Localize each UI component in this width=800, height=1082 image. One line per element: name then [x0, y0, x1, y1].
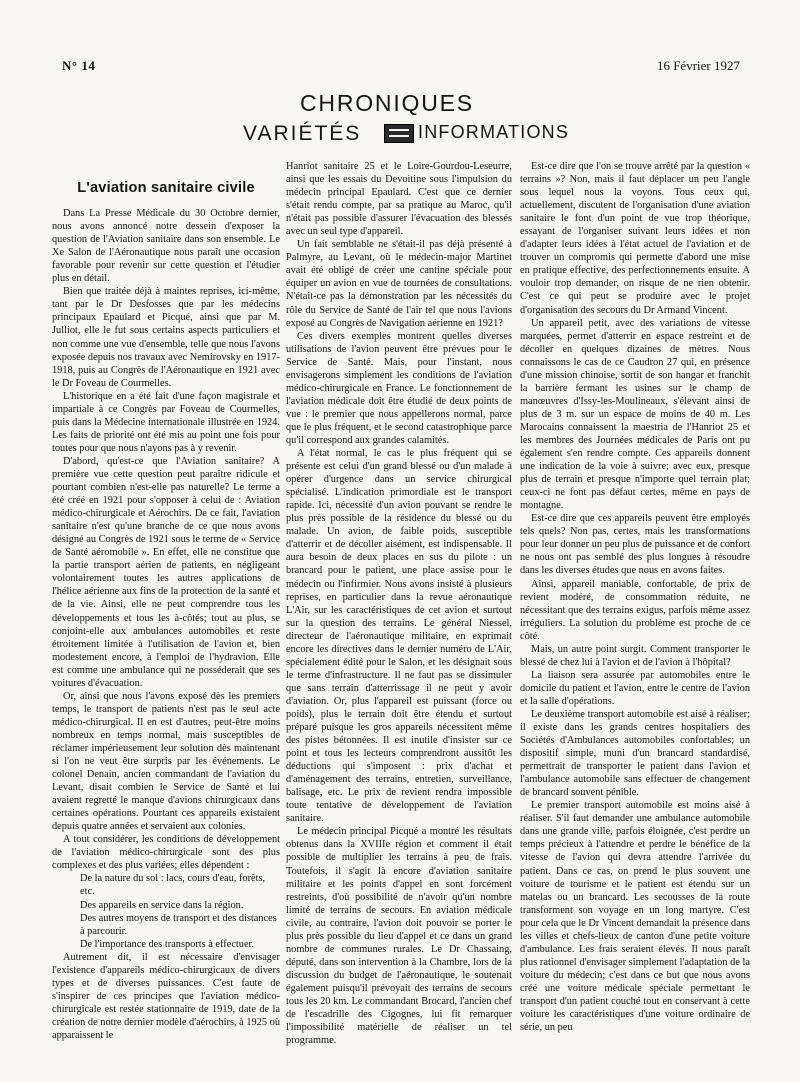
list-item: Des appareils en service dans la région.	[80, 899, 244, 911]
section-title-chroniques: CHRONIQUES	[300, 90, 474, 116]
section-title-varietes: VARIÉTÉS	[243, 122, 362, 145]
paragraph: Ces divers exemples montrent quelles diverses utilisations de l'avion peuvent être prévues pour le Service de Santé. Mais, pour l'instant, nous envisagerons simplement les conditions de l'aviation médico-chirurgicale en France. Le fonctionnement de l'aviation médicale doit être étudié de deux points de vue : le premier que nous appellerons normal, parce que le plus fréquent, et le second catastrophique parce qu'il correspond aux grandes calamités.	[286, 330, 512, 446]
paragraph: Un appareil petit, avec des variations de vitesse marquées, permet d'atterrir en espace restreint et de décoller en quelques dizaines de mètres. Nous connaissons le cas de ce Caudron 27 qui, en présence d'une mission chinoise, sortit de son hangar et franchit la barrière fermant les usines sur le champ de manœuvres d'Issy-les-Moulineaux, s'élevant ainsi de plus de 3 m. sur un espace de moins de 40 m. Les Marocains connaissent la maestria de l'Hanriot 25 et les membres des Journées médicales de Paris ont pu également s'en rendre compte. Ces appareils donnent une indication de la voie à suivre; avec eux, presque plus de terrain et presque n'importe quel terrain plat; ceux-ci ne font pas défaut certes, même en pays de montagne.	[520, 317, 750, 512]
paragraph: Le premier transport automobile est moins aisé à réaliser. S'il faut demander une ambulance automobile dans une grande ville, parfois éloignée, c'est perdre un temps précieux à l'attendre et perdre le bénéfice de la vitesse de l'avion qui devra attendre l'arrivée du patient. Dans ce cas, on prend le plus souvent une voiture de tourisme et le patient est étendu sur un matelas ou un brancard. Les secousses de la route transforment son voyage en un long martyre. C'est pour cela que le Dr Vincent demandait la présence dans les villes et chefs-lieux de canton d'une petite voiture d'ambulance. Les frais seraient élevés. Il nous paraît plus rationnel d'envisager simplement l'adaptation de la voiture du médecin; c'est dans ce but que nous avons créé une voiture médicale spéciale permettant le transport d'un patient couché tout en conservant à cette voiture les caractéristiques d'une voiture ordinaire de série, un peu	[520, 800, 750, 1034]
paragraph: Ainsi, appareil maniable, confortable, de prix de revient modéré, de consommation réduite, ne nécessitant que des terrains exigus, parfois même assez irréguliers. La solution du problème est proche de ce côté.	[520, 578, 750, 642]
issue-number: N° 14	[62, 58, 96, 73]
paragraph: Or, ainsi que nous l'avons exposé dès les premiers temps, le transport de patients n'est pas le seul acte médico-chirurgical. Il en est d'autres, peut-être moins nombreux en temps normal, mais susceptibles de réclamer impérieusement leur solution dès maintenant si l'on ne veut être surpris par les événements. Le colonel Denain, ancien commandant de l'aviation du Levant, disait combien le Service de Santé et lui avaient regretté le manque d'avions chirurgicaux dans certaines opérations. Pourtant ces appareils existaient depuis quatre années et servaient aux colonies.	[52, 690, 280, 833]
paragraph: D'abord, qu'est-ce que l'Aviation sanitaire? A première vue cette question peut paraître ridicule et pourtant combien n'est-elle pas naturelle? Le terme a été créé en 1921 pour s'opposer à celui de : Aviation médico-chirurgicale et Aérochirs. De ce fait, l'aviation sanitaire n'est qu'une branche de ce que nous avons désigné au Congrès de 1921 sous le terme de « Service de Santé aéromobile ». En effet, elle ne constitue que la partie transport aérien de patients, en négligeant volontairement toutes les autres applications de l'hélice aérienne aux fins de la protection de la santé et de la vie. Ainsi, elle ne peut comprendre tous les développements et tous les à-côtés; tout au plus, se conjoint-elle aux ambulances automobiles et reste étroitement limitée à l'utilisation de l'avion et, bien modestement encore, à l'emploi de l'hydravion. Elle est comme une ambulance qui ne posséderait que ses voitures d'évacuation.	[52, 455, 280, 689]
paragraph: Est-ce dire que l'on se trouve arrêté par la question « terrains »? Non, mais il faut déplacer un peu l'angle sous lequel nous la voyons. Tous ceux qui, actuellement, discutent de l'organisation d'une aviation sanitaire le font d'un point de vue trop théorique, essayant de l'organiser suivant leurs idées et non d'adapter leurs idées à l'état actuel de l'aviation et de trouver un compromis qui permette d'abord une mise en pratique effective, des perfectionnements ensuite. A vouloir trop demander, on risque de ne rien obtenir. C'est ce qui peut se produire avec le projet d'organisation des secours du Dr Armand Vincent.	[520, 161, 750, 316]
section-title-informations: INFORMATIONS	[418, 122, 570, 142]
paragraph: A tout considérer, les conditions de développement de l'aviation médico-chirurgicale sont des plus complexes et des plus variées; elles dépendent :	[52, 834, 280, 872]
list-item: De l'importance des transports à effectuer.	[80, 938, 254, 950]
paragraph: Le deuxième transport automobile est aisé à réaliser; il existe dans les grands centres hospitaliers des Sociétés d'Ambulances automobiles confortables; un dispositif simple, muni d'un brancard standardisé, permettrait de transporter le patient dans l'avion et l'ambulance automobile sans effectuer de changement de brancard souvent pénible.	[520, 708, 750, 799]
article-title: L'aviation sanitaire civile	[77, 180, 255, 196]
paragraph: Autrement dit, il est nécessaire d'envisager l'existence d'appareils médico-chirurgicaux de divers types et de diverses puissances. C'est faute de s'inspirer de ces principes que l'aviation médico-chirurgicale est restée stationnaire de 1919, date de la création de notre dernier modèle d'aérochirs, à 1925 où apparaissent le	[52, 951, 280, 1041]
paragraph: Est-ce dire que ces appareils peuvent être employés tels quels? Non pas, certes, mais les transformations pour leur donner un peu plus de puissance et de confort ne nous ont pas semblé des plus longues à résoudre dans les diverses études que nous en avons faites.	[520, 513, 750, 577]
paragraph: Dans La Presse Médicale du 30 Octobre dernier, nous avons annoncé notre dessein d'exposer la question de l'Aviation sanitaire dans son ensemble. Le Xe Salon de l'Aéronautique nous paraît une occasion favorable pour revenir sur cette question et l'étudier plus en détail.	[52, 208, 280, 285]
paragraph: A l'état normal, le cas le plus fréquent qui se présente est celui d'un grand blessé ou d'un malade à opérer d'urgence dans un service chirurgical spécialisé. L'indication primordiale est le transport rapide. Ici, nécessité d'un avion pouvant se rendre le plus près possible de la résidence du blessé ou du malade. Un avion, de faible poids, susceptible d'atterrir et de décoller aisément, est indispensable. Il aura besoin de deux places en sus du pilote : un brancard pour le patient, une place assise pour le médecin ou l'infirmier. Nous avons insisté à plusieurs reprises, en particulier dans la revue aéronautique L'Air, sur les caractéristiques de cet avion et surtout sur la question des terrains. Le général Niessel, directeur de l'aéronautique militaire, en exprimait encore les directives dans le dernier numéro de L'Air, spécialement édité pour le Salon, et les désignait sous le terme d'infrastructure. Il ne faut pas se dissimuler que sans terrain d'atterrissage il ne peut y avoir d'aviation. Or, plus l'appareil est puissant (force ou poids), plus le terrain doit être étendu et surtout préparé puisque les gros appareils nécessitent même des pistes bétonnées. Il est inutile d'insister sur ce point et tous les lecteurs comprendront aussitôt les déductions qui s'imposent : prix d'achat et d'aménagement des terrains, entretien, surveillance, balisage, etc. Le prix de revient rendra impossible toute tentative de développement de l'aviation sanitaire.	[286, 448, 512, 825]
issue-date: 16 Février 1927	[656, 58, 740, 73]
column-1	[52, 162, 280, 1042]
ornament-icon	[384, 124, 414, 143]
paragraph: Un fait semblable ne s'était-il pas déjà présenté à Palmyre, au Levant, où le médecin-major Martinet avait été obligé de créer une cantine spéciale pour équiper un avion en vue de tournées de consultations. N'était-ce pas la démonstration par les nécessités du rôle du Service de Santé de l'air tel que nous l'avions exposé au Congrès de Navigation aérienne en 1921?	[286, 239, 512, 329]
column-3	[520, 160, 750, 1034]
list-item: De la nature du sol : lacs, cours d'eau, forêts, etc.	[80, 873, 266, 898]
paragraph: Mais, un autre point surgit. Comment transporter le blessé de chez lui à l'avion et de l'avion à l'hôpital?	[520, 643, 750, 668]
paragraph: La liaison sera assurée par automobiles entre le domicile du patient et l'avion, entre le centre de l'avion et la salle d'opérations.	[520, 669, 750, 707]
column-2	[286, 160, 512, 1047]
paragraph: Bien que traitée déjà à maintes reprises, ici-même, tant par le Dr Desfosses que par les médecins principaux Epaulard et Picqué, ainsi que par M. Julliot, elle le fut sous certains aspects particuliers et non comme une vue d'ensemble, telle que nous l'avons exposée depuis nos travaux avec Nemirovsky en 1917-1918, puis au Congrès de l'Aéronautique en 1921 avec le Dr Foveau de Courmelles.	[52, 286, 280, 389]
paragraph: Le médecin principal Picqué a montré les résultats obtenus dans la XVIIIe région et comment il était possible de multiplier les terrains à peu de frais. Toutefois, il s'agit là encore d'aviation sanitaire militaire et les points d'appel en sont forcément restreints, d'où possibilité de n'avoir qu'un nombre limité de terrains de secours. En aviation médicale civile, au contraire, l'avion doit pouvoir se porter le plus près possible du lieu d'appel et ce dans un grand nombre de communes rurales. Le Dr Chassaing, député, dans son intervention à la Chambre, lors de la discussion du budget de l'aéronautique, le soutenait également puisqu'il prévoyait des terrains de secours tous les 20 km. Le commandant Brocard, l'ancien chef de l'escadrille des Cigognes, lui fit remarquer l'impossibilité matérielle de réaliser un tel programme.	[286, 826, 512, 1047]
paragraph: L'historique en a été fait d'une façon magistrale et impartiale à ce Congrès par Foveau de Courmelles, puis dans la Médecine internationale illustrée en 1924. Les faits de priorité ont été mis au point une fois pour toutes pour que nous n'ayons pas à y revenir.	[52, 390, 280, 454]
paragraph: Hanriot sanitaire 25 et le Loire-Gourdou-Leseurre, ainsi que les essais du Devoitine sous l'impulsion du médecin principal Epaulard. C'est que ce dernier s'était rendu compte, par sa pratique au Maroc, qu'il n'était pas possible d'assurer l'évacuation des blessés avec un seul type d'appareil.	[286, 161, 512, 238]
list-item: Des autres moyens de transport et des distances à parcourir.	[80, 912, 277, 937]
section-header	[0, 88, 800, 158]
